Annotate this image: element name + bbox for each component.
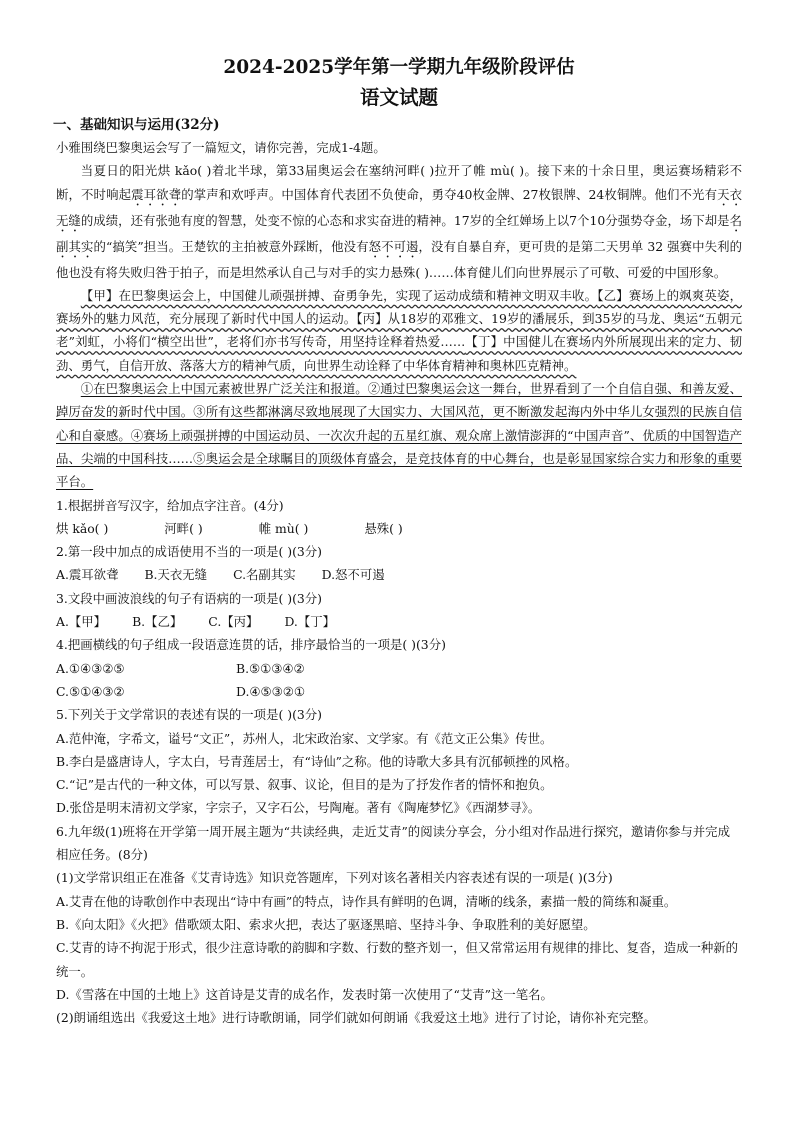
q6-option: B.《向太阳》《火把》借歌颂太阳、索求火把，表达了驱逐黑暗、坚持斗争、争取胜利的美好愿望。: [56, 916, 596, 932]
question-3-stem: 3.文段中画波浪线的句子有语病的一项是( )(3分): [56, 590, 323, 606]
q3-option: B.【乙】: [132, 614, 183, 630]
q6-option: D.《雪落在中国的土地上》这首诗是艾青的成名作，发表时第一次使用了“艾青”这一笔名。: [56, 986, 553, 1002]
passage-paragraph-1: [56, 159, 742, 284]
q5-option: C.“记”是古代的一种文体，可以写景、叙事、议论，但目的是为了抒发作者的情怀和抱负。: [56, 777, 553, 793]
q6-option: A.艾青在他的诗歌创作中表现出“诗中有画”的特点，诗作具有鲜明的色调，清晰的线条，素描一般的简练和凝重。: [56, 893, 677, 909]
question-4-options-row-1: [56, 657, 742, 680]
q2-option: D.怒不可遏: [321, 567, 385, 583]
question-6-stem: 6.九年级(1)班将在开学第一周开展主题为“共读经典，走近艾青”的阅读分享会，分小组对作品进行探究，邀请你参与并完成相应任务。(8分): [56, 823, 730, 863]
question-5-stem: 5.下列关于文学常识的表述有误的一项是( )(3分): [56, 707, 323, 723]
exam-subtitle: 语文试题: [359, 86, 438, 109]
q1-item: 烘 kǎo( ): [56, 520, 109, 536]
question-2-stem: 2.第一段中加点的成语使用不当的一项是( )(3分): [56, 544, 323, 560]
q1-item: 河畔( ): [164, 520, 203, 536]
q4-option: A.①④③②⑤: [56, 660, 125, 676]
dotted-idiom-1: 震耳欲聋: [131, 186, 182, 202]
q5-option: B.李白是盛唐诗人，字太白，号青莲居士，有“诗仙”之称。他的诗歌大多具有沉郁顿挫的风格。: [56, 753, 578, 769]
question-2-options: [56, 563, 742, 586]
q3-option: A.【甲】: [56, 614, 107, 630]
q6-option: C.艾青的诗不拘泥于形式，很少注意诗歌的韵脚和字数、行数的整齐划一，但又常常运用有规律的排比、复沓，造成一种新的统一。: [56, 940, 739, 979]
text: 的成绩，还有张弛有度的智慧，处变不惊的心态和求实奋进的精神。17岁的全红婵场上以7个10分强势夺金，场下却是: [80, 212, 730, 228]
question-4-stem: 4.把画横线的句子组成一段语意连贯的话，排序最恰当的一项是( )(3分): [56, 637, 446, 653]
passage-paragraph-2: [56, 284, 742, 377]
q2-option: B.天衣无缝: [144, 567, 208, 583]
wavy-sentence-ding: 【丁】中国健儿在赛场内外所展现出来的定力、韧劲、勇气，自信开放、落落大方的精神气质，向世界生动诠释了中华体育精神和奥林匹克精神。: [56, 334, 743, 373]
passage-paragraph-3: ①在巴黎奥运会上中国元素被世界广泛关注和报道。②通过巴黎奥运会这一舞台，世界看到了一个自信自强、和善友爱、踔厉奋发的新时代中国。③所有这些都淋漓尽致地展现了大国实力、大国风范，更不断激发起海内外中华儿女强烈的民族自信心和自豪感。④赛场上顽强拼搏的中国运动员、一次次升起的五星红旗、观众席上激情澎湃的“中国声音”、优质的中国智造产品、尖端的中国科技……⑤奥运会是全球瞩目的顶级体育盛会，是竞技体育的中心舞台，也是彰显国家综合实力和形象的重要平台。: [56, 381, 742, 490]
text: ，没有自暴自弃，更可贵的是第二天男单 32 强赛中失利的他也没有将失败归咎于拍子，而是坦然承认自己与对手的实力悬殊( )……体育健儿们向世界展示了可敬、可爱的中国形象。: [56, 238, 743, 280]
wavy-sentence-jia: 【甲】在巴黎奥运会上，中国健儿顽强拼搏、奋勇争先，实现了运动成绩和精神文明双丰收。: [80, 287, 598, 303]
question-3-options: [56, 610, 742, 633]
question-4-options-row-2: [56, 680, 742, 703]
question-1-items: [56, 517, 742, 540]
text: 当夏日的阳光烘 kǎo( )着北半球，第33届奥运会在塞纳河畔( )拉开了帷 mù( )。接下来的十余日里，奥运赛场精彩不断，不时响起: [56, 163, 742, 202]
exam-title: 2024-2025学年第一学期九年级阶段评估: [223, 57, 575, 78]
question-6-sub-2: (2)朗诵组选出《我爱这土地》进行诗歌朗诵，同学们就如何朗诵《我爱这土地》进行了讨论，请你补充完整。: [56, 1010, 656, 1026]
q4-option: C.⑤①④③②: [56, 683, 125, 699]
question-1-stem: 1.根据拼音写汉字，给加点字注音。(4分): [56, 497, 284, 513]
q5-option: D.张岱是明末清初文学家，字宗子，又字石公，号陶庵。著有《陶庵梦忆》《西湖梦寻》。: [56, 800, 541, 816]
q2-option: A.震耳欲聋: [56, 567, 119, 583]
dotted-idiom-2: 天衣无缝: [56, 186, 743, 228]
q5-option: A.范仲淹，字希文，谥号“文正”，苏州人，北宋政治家、文学家。有《范文正公集》传世。: [56, 730, 553, 746]
text: 的“搞笑”担当。王楚钦的主拍被意外踩断，他没有: [93, 238, 369, 254]
dotted-idiom-3: 名副其实: [56, 212, 743, 254]
text: 的掌声和欢呼声。中国体育代表团不负使命，勇夺40枚金牌、27枚银牌、24枚铜牌。他们不光有: [181, 186, 718, 202]
dotted-idiom-4: 怒不可遏: [368, 238, 419, 254]
q2-option: C.名副其实: [233, 567, 296, 583]
wavy-sentence-yi: 【乙】赛场上的飒爽英姿，赛场外的魅力风范，充分展现了新时代中国人的运动。: [56, 287, 742, 327]
section-intro: 小雅围绕巴黎奥运会写了一篇短文，请你完善，完成1-4题。: [56, 140, 386, 155]
q1-item: 悬殊( ): [364, 520, 403, 536]
question-6-sub-1: (1)文学常识组正在准备《艾青诗选》知识竞答题库，下列对该名著相关内容表述有误的一项是( )(3分): [56, 870, 613, 886]
wavy-sentence-bing: 【丙】从18岁的邓雅文、19岁的潘展乐，到35岁的马龙、奥运“五朝元老”刘虹，小将们“横空出世”，老将们亦书写传奇，用坚持诠释着热爱……: [56, 311, 742, 350]
q4-option: B.⑤①③④②: [236, 660, 305, 676]
q3-option: C.【丙】: [208, 614, 259, 630]
q3-option: D.【丁】: [284, 614, 336, 630]
section-heading: 一、基础知识与运用(32分): [53, 117, 220, 133]
q1-item: 帷 mù( ): [258, 520, 309, 536]
q4-option: D.④⑤③②①: [236, 683, 305, 699]
